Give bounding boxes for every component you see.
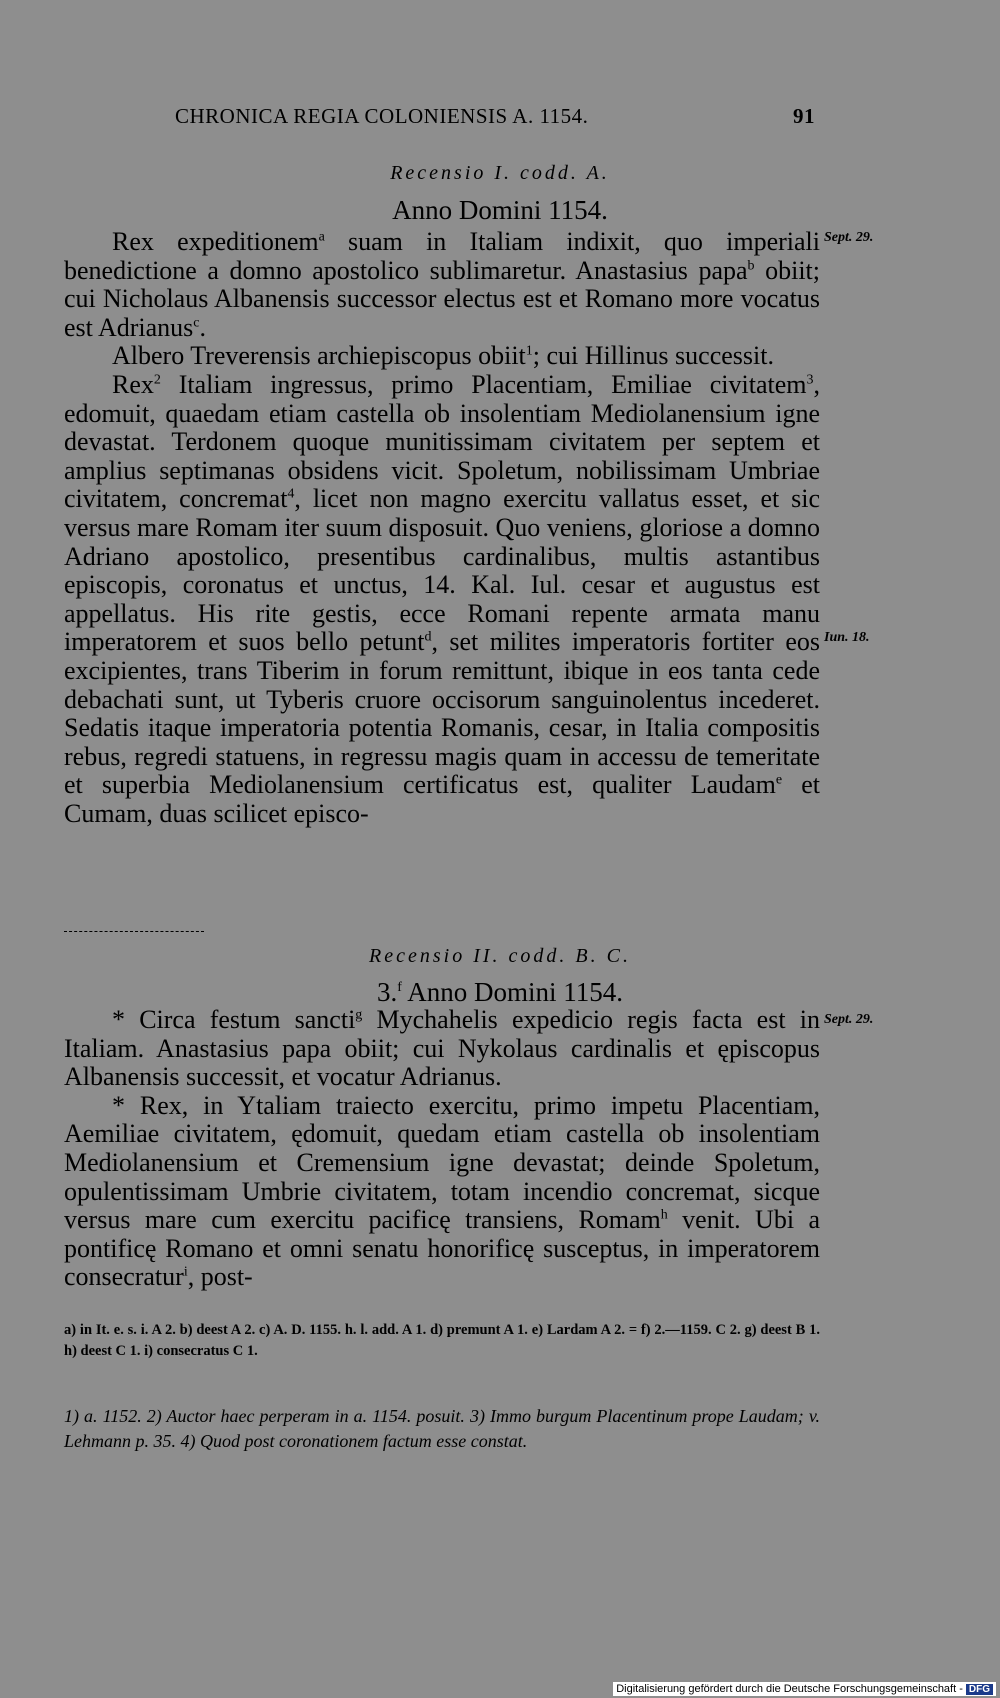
footnote-ref: f	[397, 980, 402, 995]
margin-date: Iun. 18.	[824, 630, 870, 645]
footnote-ref: d	[424, 629, 432, 645]
paragraph: Rex$^2$ Italiam ingressus, primo Placentiam, Emiliae civitatem$^3$, edomuit, quaedam etiam castella ob insolentiam Mediolanensium igne devastat. Terdonem quoque munitissimam civitatem per septem et amplius septimanas obsidens vicit. Spoletum, nobilissimam Umbriae civitatem, concremat$^4$, licet non magno exercitu vallatus esset, et sic versus mare Romam iter suum disposuit. Quo veniens, gloriose a domno Adriano apostolico, presentibus cardinalibus, multis astantibus episcopis, coronatus et unctus, 14. Kal. Iul. cesar et augustus est appellatus. His rite gestis, ecce Romani repente armata manu imperatorem et suos bello petunt$^d$, set milites imperatoris fortiter eos excipientes, trans Tiberim in forum remittunt, ibique in eos tanta cede debachati sunt, ut Tyberis cruore occisorum sanguinolentus incederet. Sedatis itaque imperatoria potentia Romanis, cesar, in Italia compositis rebus, regredi statuens, in regressu magis quam in accessu de temeritate et superbia Mediolanensium certificatus est, qualiter Laudam$^e$ et Cumam, duas scilicet episco-	[64, 369, 821, 828]
explanatory-notes	[64, 1404, 820, 1454]
recensio-1-year: Anno Domini 1154.	[392, 195, 608, 225]
critical-apparatus	[64, 1320, 820, 1362]
recensio-2-text	[64, 1006, 820, 1292]
recensio-2-year: 3.$^f$ Anno Domini 1154.	[377, 977, 623, 1007]
footnote-ref: g	[355, 1007, 363, 1023]
footnote-ref: 3	[806, 372, 814, 388]
recensio-2-heading: Recensio II. codd. B. C.	[369, 945, 631, 967]
paragraph: Rex expeditionem$^a$ suam in Italiam indixit, quo imperiali benedictione a domno apostolico sublimaretur. Anastasius papa$^b$ obiit; cui Nicholaus Albanensis successor electus est et Romano more vocatus est Adrianus$^c$.	[64, 227, 820, 342]
paragraph: Albero Treverensis archiepiscopus obiit$^1$; cui Hillinus successit.	[112, 341, 774, 371]
recensio-1-text	[64, 228, 820, 828]
footnote-ref: e	[775, 772, 783, 788]
paragraph: * Rex, in Ytaliam traiecto exercitu, primo impetu Placentiam, Aemiliae civitatem, ędomuit, quedam etiam castella ob insolentiam Mediolanensium et Cremensium igne devastat; deinde Spoletum, opulentissimam Umbrie civitatem, totam incendio concremat, sicque versus mare cum exercitu pacificę transiens, Romam$^h$ venit. Ubi a pontificę Romano et omni senatu honorificę susceptus, in imperatorem consecratur$^i$, post-	[64, 1090, 820, 1292]
separator-rule	[64, 931, 204, 932]
footnote-text: a) in It. e. s. i. A 2. b) deest A 2. c) A. D. 1155. h. l. add. A 1. d) premunt A 1. e) Lardam A 2. = f) 2.—1159. C 2. g) deest B 1. h) deest C 1. i) consecratus C 1.	[64, 1322, 820, 1359]
digitization-credit	[613, 1682, 996, 1696]
footnote-ref: 1	[525, 343, 533, 359]
margin-date: Sept. 29.	[824, 230, 874, 245]
footnote-ref: 4	[287, 486, 295, 502]
credit-text: Digitalisierung gefördert durch die Deutsche Forschungsgemeinschaft -	[616, 1683, 963, 1695]
paragraph: * Circa festum sancti$^g$ Mychahelis expedicio regis facta est in Italiam. Anastasius papa obiit; cui Nykolaus cardinalis et ępiscopus Albanensis successit, et vocatur Adrianus.	[64, 1005, 820, 1092]
footnote-ref: b	[747, 257, 755, 273]
recensio-1-heading: Recensio I. codd. A.	[390, 162, 610, 184]
running-title: CHRONICA REGIA COLONIENSIS A. 1154.	[175, 104, 589, 128]
footnote-ref: c	[193, 315, 200, 331]
footnote-ref: i	[183, 1264, 188, 1280]
note-text: 1) a. 1152. 2) Auctor haec perperam in a. 1154. posuit. 3) Immo burgum Placentinum prope Laudam; v. Lehmann p. 35. 4) Quod post coronationem factum esse constat.	[64, 1406, 820, 1451]
margin-date: Sept. 29.	[824, 1012, 874, 1027]
footnote-ref: a	[318, 229, 325, 245]
dfg-logo: DFG	[966, 1684, 993, 1695]
footnote-ref: 2	[153, 372, 161, 388]
page-number: 91	[793, 104, 815, 128]
footnote-ref: h	[660, 1207, 668, 1223]
